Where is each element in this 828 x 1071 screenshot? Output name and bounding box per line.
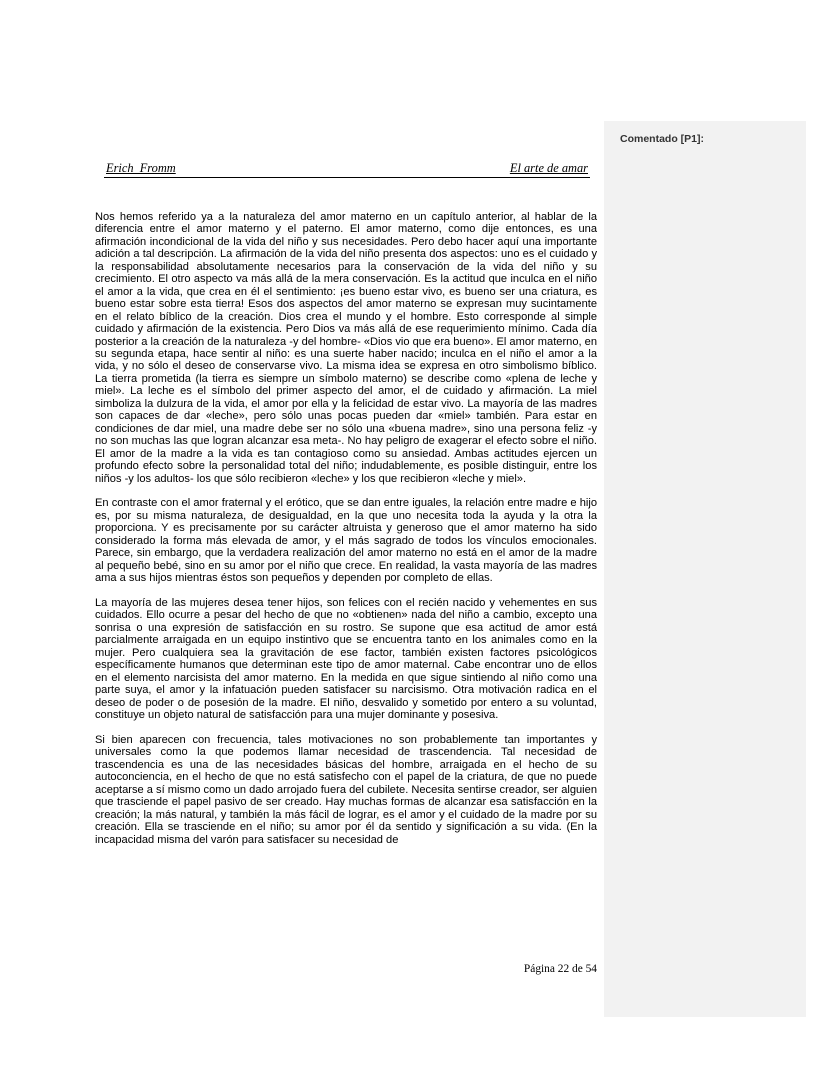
comment-pane xyxy=(604,121,806,1017)
paragraph: Nos hemos referido ya a la naturaleza del amor materno en un capítulo anterior, al hablar de la diferencia entre el amor materno y el paterno. El amor materno, como dije entonces, es una afirmación incondicional de la vida del niño y sus necesidades. Pero debo hacer aquí una importante adición a tal descripción. La afirmación de la vida del niño presenta dos aspectos: uno es el cuidado y la responsabilidad absolutamente necesarios para la conservación de la vida del niño y su crecimiento. El otro aspecto va más allá de la mera conservación. Es la actitud que inculca en el niño el amor a la vida, que crea en él el sentimiento: ¡es bueno estar vivo, es bueno ser una criatura, es bueno estar sobre esta tierra! Esos dos aspectos del amor materno se expresan muy sucintamente en el relato bíblico de la creación. Dios crea el mundo y el hombre. Esto corresponde al simple cuidado y afirmación de la existencia. Pero Dios va más allá de ese requerimiento mínimo. Cada día posterior a la creación de la naturaleza -y del hombre- «Dios vio que era bueno». El amor materno, en su segunda etapa, hace sentir al niño: es una suerte haber nacido; inculca en el niño el amor a la vida, y no sólo el deseo de conservarse vivo. La misma idea se expresa en otro simbolismo bíblico. La tierra prometida (la tierra es siempre un símbolo materno) se describe como «plena de leche y miel». La leche es el símbolo del primer aspecto del amor, el de cuidado y afirmación. La miel simboliza la dulzura de la vida, el amor por ella y la felicidad de estar vivo. La mayoría de las madres son capaces de dar «leche», pero sólo unas pocas pueden dar «miel» también. Para estar en condiciones de dar miel, una madre debe ser no sólo una «buena madre», sino una persona feliz -y no son muchas las que logran alcanzar esa meta-. No hay peligro de exagerar el efecto sobre el niño. El amor de la madre a la vida es tan contagioso como su ansiedad. Ambas actitudes ejercen un profundo efecto sobre la personalidad total del niño; indudablemente, es posible distinguir, entre los niños -y los adultos- los que sólo recibieron «leche» y los que recibieron «leche y miel». xyxy=(95,211,597,485)
running-header xyxy=(104,161,590,178)
paragraph: La mayoría de las mujeres desea tener hijos, son felices con el recién nacido y vehementes en sus cuidados. Ello ocurre a pesar del hecho de que no «obtienen» nada del niño a cambio, excepto una sonrisa o una expresión de satisfacción en su rostro. Se supone que esa actitud de amor está parcialmente arraigada en un equipo instintivo que se encuentra tanto en los animales como en la mujer. Pero cualquiera sea la gravitación de ese factor, también existen factores psicológicos específicamente humanos que determinan este tipo de amor maternal. Cabe encontrar uno de ellos en el elemento narcisista del amor materno. En la medida en que sigue sintiendo al niño como una parte suya, el amor y la infatuación pueden satisfacer su narcisismo. Otra motivación radica en el deseo de poder o de posesión de la madre. El niño, desvalido y sometido por entero a su voluntad, constituye un objeto natural de satisfacción para una mujer dominante y posesiva. xyxy=(95,597,597,722)
comment-label: Comentado [P1]: xyxy=(620,133,704,145)
paragraph: En contraste con el amor fraternal y el erótico, que se dan entre iguales, la relación entre madre e hijo es, por su misma naturaleza, de desigualdad, en la que uno necesita toda la ayuda y la otra la proporciona. Y es precisamente por su carácter altruista y generoso que el amor materno ha sido considerado la forma más elevada de amor, y el más sagrado de todos los vínculos emocionales. Parece, sin embargo, que la verdadera realización del amor materno no está en el amor de la madre al pequeño bebé, sino en su amor por el niño que crece. En realidad, la vasta mayoría de las madres ama a sus hijos mientras éstos son pequeños y dependen por completo de ellas. xyxy=(95,497,597,585)
page-number: Página 22 de 54 xyxy=(523,963,597,975)
header-author: Erich Fromm xyxy=(106,161,176,175)
document-body xyxy=(95,211,597,859)
header-book-title: El arte de amar xyxy=(509,161,588,175)
paragraph: Si bien aparecen con frecuencia, tales motivaciones no son probablemente tan importantes y universales como la que podemos llamar necesidad de trascendencia. Tal necesidad de trascendencia es una de las necesidades básicas del hombre, arraigada en el hecho de su autoconciencia, en el hecho de que no está satisfecho con el papel de la criatura, de que no puede aceptarse a sí mismo como un dado arrojado fuera del cubilete. Necesita sentirse creador, ser alguien que trasciende el papel pasivo de ser creado. Hay muchas formas de alcanzar esa satisfacción en la creación; la más natural, y también la más fácil de lograr, es el amor y el cuidado de la madre por su creación. Ella se trasciende en el niño; su amor por él da sentido y significación a su vida. (En la incapacidad misma del varón para satisfacer su necesidad de xyxy=(95,733,597,846)
